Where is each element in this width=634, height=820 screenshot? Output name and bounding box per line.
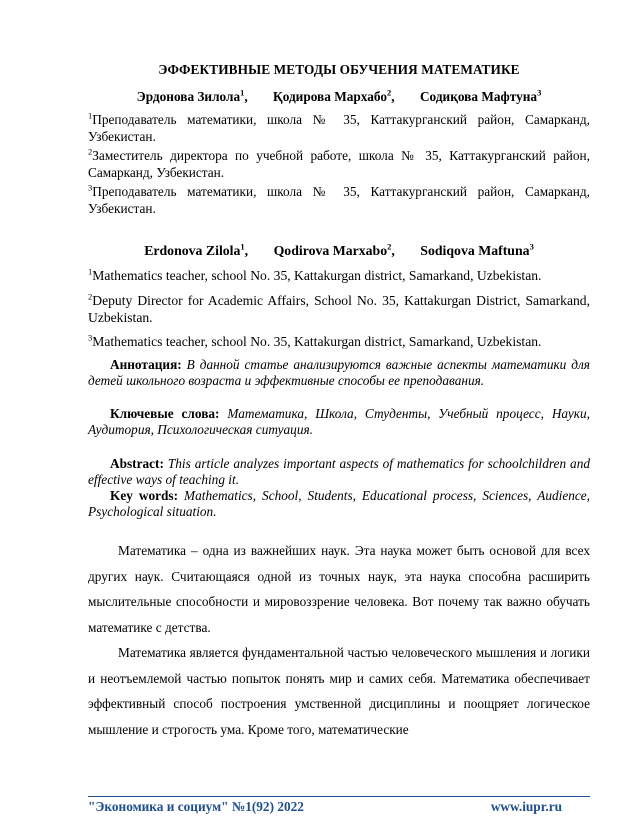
author-en-1: Erdonova Zilola$^1$, bbox=[144, 241, 249, 258]
paragraph-2: Математика является фундаментальной частью человеческого мышления и логики и неотъемлемой частью попыток понять мир и самих себя. Математика обеспечивает эффективный способ построения умственной дисциплины и поощряет логическое мышление и строгость ума. Кроме того, математические bbox=[88, 645, 590, 737]
footer-journal: "Экономика и социум" №1(92) 2022 bbox=[88, 799, 304, 814]
keywords-ru-text: Математика, Школа, Студенты, Учебный процесс, Науки, Аудитория, Психологическая ситуация. bbox=[88, 406, 590, 437]
keywords-ru bbox=[88, 406, 590, 438]
keywords-en-text: Mathematics, School, Students, Educational process, Sciences, Audience, Psychological situation. bbox=[88, 488, 591, 519]
affiliation-ru-3: $^3$Преподаватель математики, школа № 35, Каттакурганский район, Самарканд, Узбекистан. bbox=[88, 182, 590, 216]
affiliation-ru-1: $^1$Преподаватель математики, школа № 35, Каттакурганский район, Самарканд, Узбекистан. bbox=[88, 110, 590, 144]
authors-en bbox=[88, 241, 590, 259]
abstract-label: Abstract: bbox=[110, 456, 164, 471]
footer-website-link[interactable]: www.iupr.ru bbox=[490, 799, 562, 814]
keywords-en bbox=[88, 488, 590, 520]
author-ru-2: Қодирова Мархабо$^2$, bbox=[273, 88, 395, 105]
author-en-3: Sodiqova Maftuna$^3$ bbox=[420, 241, 534, 258]
annotation-label: Аннотация: bbox=[110, 357, 182, 372]
footer-divider bbox=[88, 796, 590, 797]
author-ru-1: Эрдонова Зилола$^1$, bbox=[136, 88, 248, 105]
keywords-ru-label: Ключевые слова: bbox=[110, 406, 220, 421]
body-text bbox=[88, 538, 590, 742]
affiliation-en-2: $^2$Deputy Director for Academic Affairs, School No. 35, Kattakurgan District, Samarkand, Uzbekistan. bbox=[88, 291, 590, 325]
authors-ru bbox=[88, 88, 590, 105]
affiliation-ru-2: $^2$Заместитель директора по учебной работе, школа № 35, Каттакурганский район, Самарканд, Узбекистан. bbox=[88, 146, 590, 180]
annotation-ru bbox=[88, 357, 590, 389]
abstract-text: This article analyzes important aspects of mathematics for schoolchildren and effective ways of teaching it. bbox=[88, 456, 590, 487]
abstract-en bbox=[88, 456, 590, 488]
keywords-en-label: Key words: bbox=[110, 488, 179, 503]
paragraph-1: Математика – одна из важнейших наук. Эта наука может быть основой для всех других наук. Считающаяся одной из точных наук, эта наука способна расширить мыслительные способности и мировоззрение человека. Вот почему так важно обучать математике с детства. bbox=[88, 543, 590, 635]
affiliation-en-1: $^1$Mathematics teacher, school No. 35, Kattakurgan district, Samarkand, Uzbekistan. bbox=[88, 266, 542, 283]
author-ru-3: Содиқова Мафтуна$^3$ bbox=[419, 88, 542, 105]
affiliation-en-3: $^3$Mathematics teacher, school No. 35, Kattakurgan district, Samarkand, Uzbekistan. bbox=[88, 332, 542, 349]
annotation-text: В данной статье анализируются важные аспекты математики для детей школьного возраста и эффективные способы ее преподавания. bbox=[88, 357, 590, 388]
page-footer bbox=[88, 799, 590, 815]
author-en-2: Qodirova Marxabo$^2$, bbox=[273, 241, 395, 258]
paper-title: ЭФФЕКТИВНЫЕ МЕТОДЫ ОБУЧЕНИЯ МАТЕМАТИКЕ bbox=[158, 62, 520, 77]
